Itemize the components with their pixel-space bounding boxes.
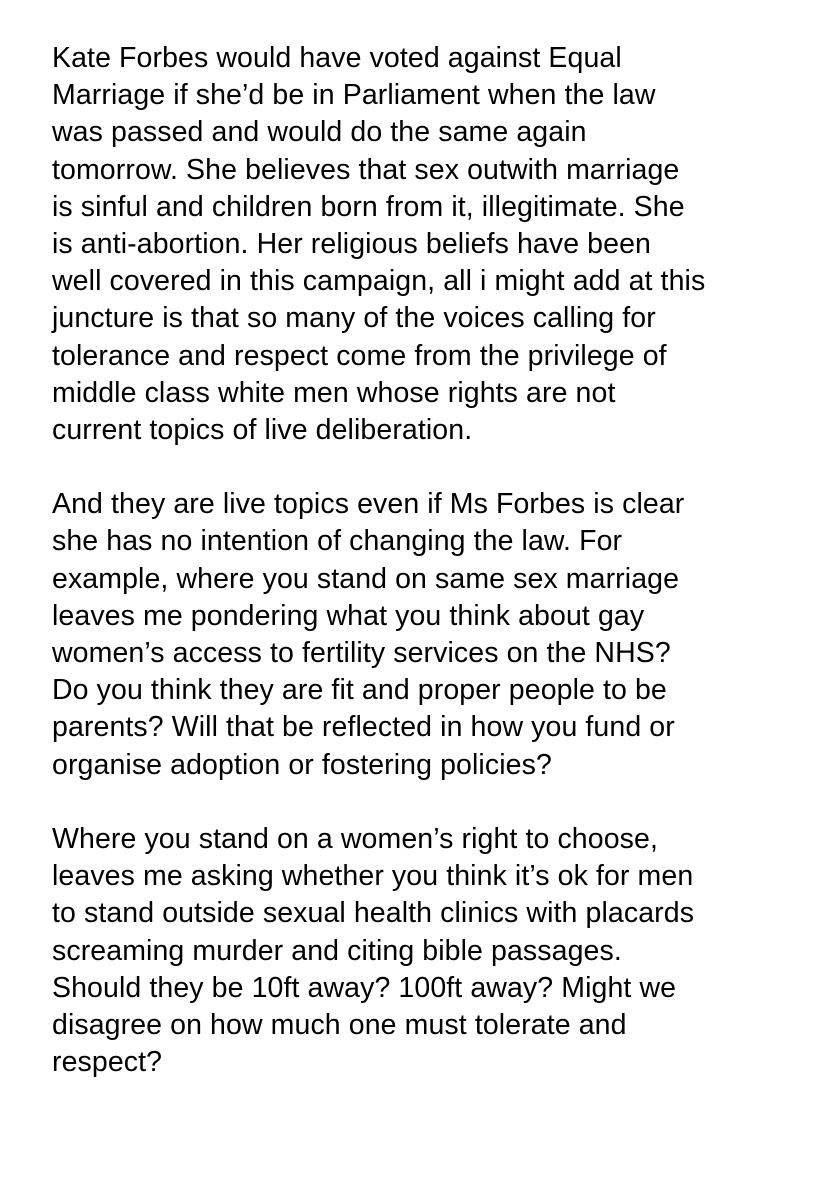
text-line: to stand outside sexual health clinics with placards (52, 897, 695, 930)
text-line: organise adoption or fostering policies? (52, 748, 552, 781)
text-line: example, where you stand on same sex marriage (52, 562, 680, 595)
text-line: well covered in this campaign, all i might add at this (52, 265, 706, 298)
text-line: screaming murder and citing bible passages. (52, 934, 622, 967)
text-line: leaves me pondering what you think about gay (52, 599, 645, 632)
paragraph-1 (52, 40, 824, 449)
text-line: leaves me asking whether you think it’s ok for men (52, 860, 694, 893)
paragraph-3 (52, 821, 824, 1081)
text-line: parents? Will that be reflected in how you fund or (52, 711, 675, 744)
text-line: middle class white men whose rights are not (52, 376, 616, 409)
text-line: was passed and would do the same again (52, 116, 587, 149)
text-line: Marriage if she’d be in Parliament when the law (52, 79, 656, 112)
paragraph-2 (52, 486, 824, 784)
text-line: is sinful and children born from it, illegitimate. She (52, 190, 685, 223)
text-line: current topics of live deliberation. (52, 413, 473, 446)
text-line: And they are live topics even if Ms Forbes is clear (52, 488, 685, 521)
text-line: women’s access to fertility services on the NHS? (52, 637, 671, 669)
text-line: she has no intention of changing the law. For (52, 525, 623, 558)
text-line: disagree on how much one must tolerate and (52, 1008, 627, 1041)
text-line: Should they be 10ft away? 100ft away? Might we (52, 971, 677, 1004)
text-line: is anti-abortion. Her religious beliefs have been (52, 227, 651, 260)
text-line: Do you think they are fit and proper people to be (52, 674, 667, 707)
text-line: respect? (52, 1046, 163, 1079)
text-line: tomorrow. She believes that sex outwith marriage (52, 153, 680, 186)
text-line: juncture is that so many of the voices calling for (52, 302, 656, 335)
document-body (52, 40, 824, 1118)
text-line: Where you stand on a women’s right to choose, (52, 822, 658, 855)
text-line: Kate Forbes would have voted against Equal (52, 42, 622, 74)
text-line: tolerance and respect come from the privilege of (52, 339, 667, 372)
